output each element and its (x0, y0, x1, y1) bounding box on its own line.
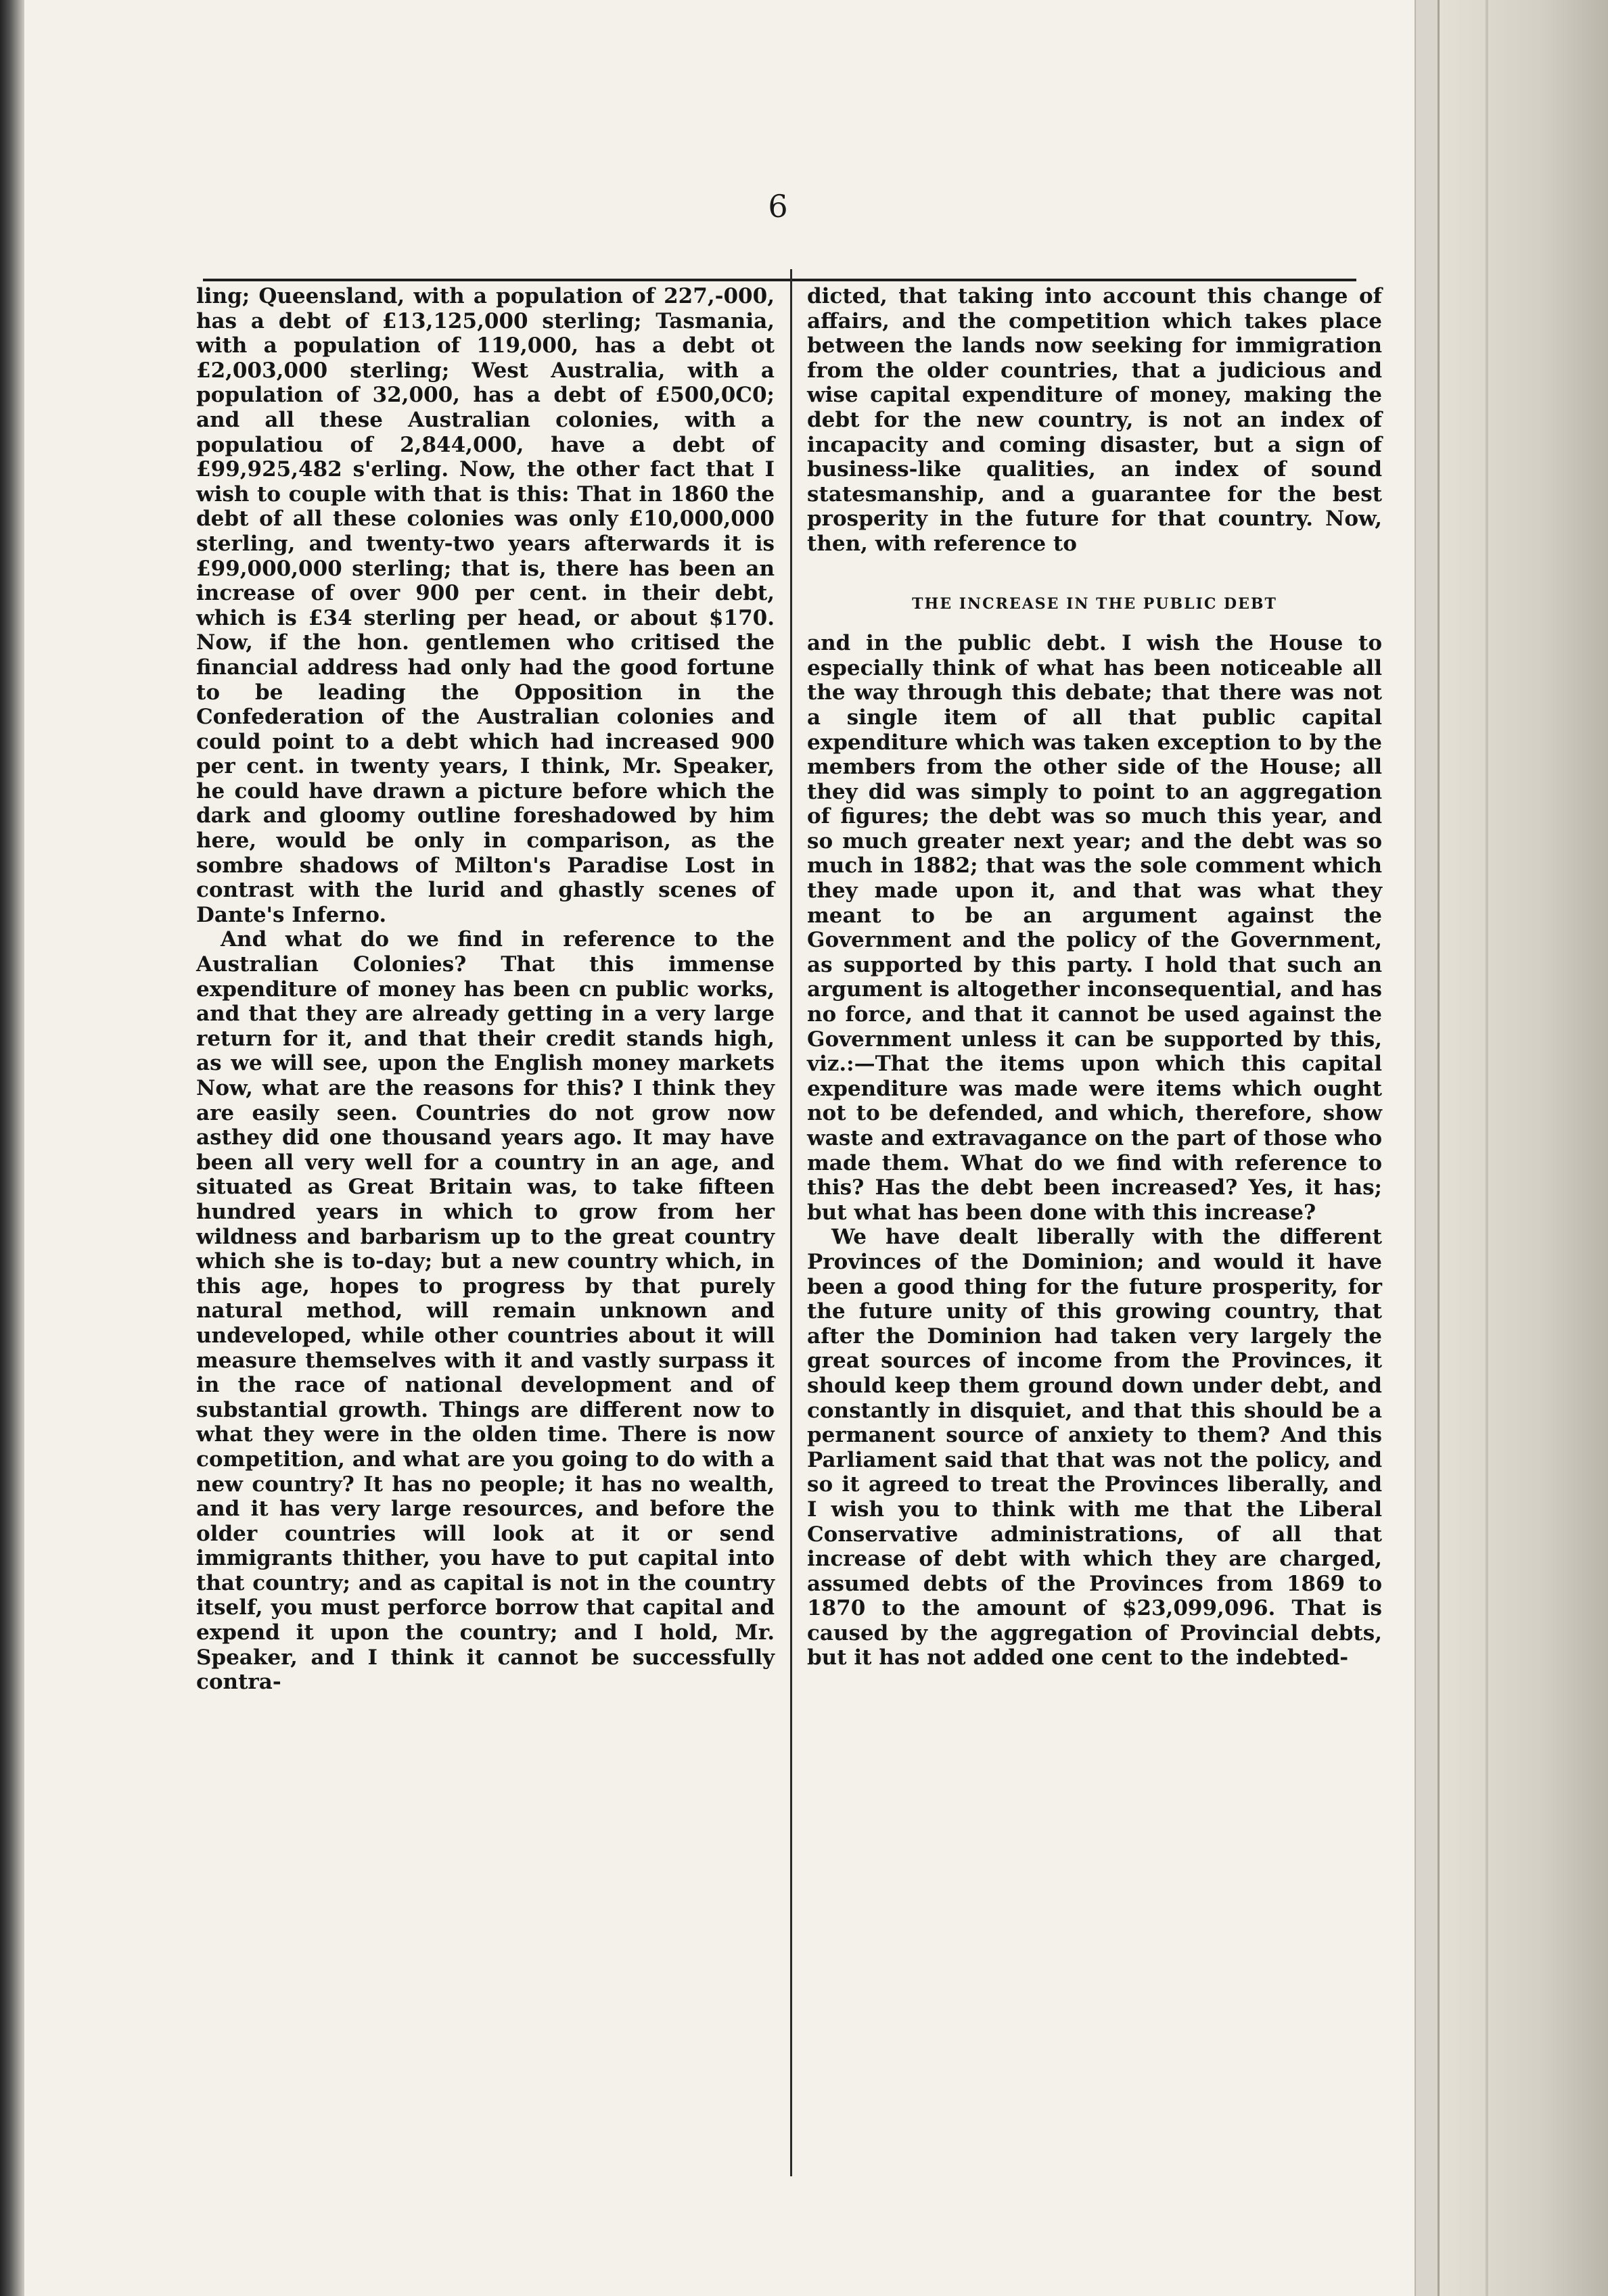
paragraph: We have dealt liberally with the different Provinces of the Dominion; and would it have been a good thing for the future prosperity, for the future unity of this growing country, that after the Dominion had taken very largely the great sources of income from the Provinces, it should keep them ground down under debt, and constantly in disquiet, and that this should be a permanent source of anxiety to them? And this Parliament said that that was not the policy, and so it agreed to treat the Provinces liberally, and I wish you to think with me that the Liberal Conservative administrations, of all that increase of debt with which they are charged, assumed debts of the Provinces from 1869 to 1870 to the amount of $23,099,096. That is caused by the aggregation of Provincial debts, but it has not added one cent to the indebted- (807, 1225, 1382, 1670)
page-edge (1415, 0, 1439, 2296)
page-number: 6 (768, 188, 788, 225)
left-column (196, 284, 775, 1695)
paragraph: dicted, that taking into account this change of affairs, and the competition which takes place between the lands now seeking for immigration from the older countries, that a judicious and wise capital expenditure of money, making the debt for the new country, is not an index of incapacity and coming disaster, but a sign of business-like qualities, an index of sound statesmanship, and a guarantee for the best prosperity in the future for that country. Now, then, with reference to (807, 284, 1382, 556)
paragraph: and in the public debt. I wish the House to especially think of what has been noticeable all the way through this debate; that there was not a single item of all that public capital expenditure which was taken exception to by the members from the other side of the House; all they did was simply to point to an aggregation of figures; the debt was so much this year, and so much greater next year; and the debt was so much in 1882; that was the sole comment which they made upon it, and that was what they meant to be an argument against the Government and the policy of the Government, as supported by this party. I hold that such an argument is altogether inconsequential, and has no force, and that it cannot be used against the Government unless it can be supported by this, viz.:—That the items upon which this capital expenditure was made were items which ought not to be defended, and which, therefore, show waste and extravagance on the part of those who made them. What do we find with reference to this? Has the debt been increased? Yes, it has; but what has been done with this increase? (807, 631, 1382, 1225)
section-heading: THE INCREASE IN THE PUBLIC DEBT (912, 594, 1277, 613)
column-divider (790, 269, 792, 2176)
scan-shadow (0, 0, 24, 2296)
page-stack-line (1486, 0, 1488, 2296)
paragraph: ling; Queensland, with a population of 227,-000, has a debt of £13,125,000 sterling; Tasmania, with a population of 119,000, has a debt ot £2,003,000 sterling; West Australia, with a population of 32,000, has a debt of £500,0C0; and all these Australian colonies, with a populatiou of 2,844,000, have a debt of £99,925,482 s'erling. Now, the other fact that I wish to couple with that is this: That in 1860 the debt of all these colonies was only £10,000,000 sterling, and twenty-two years afterwards it is £99,000,000 sterling; that is, there has been an increase of over 900 per cent. in their debt, which is £34 sterling per head, or about $170. Now, if the hon. gentlemen who critised the financial address had only had the good fortune to be leading the Opposition in the Confederation of the Australian colonies and could point to a debt which had increased 900 per cent. in twenty years, I think, Mr. Speaker, he could have drawn a picture before which the dark and gloomy outline foreshadowed by him here, would be only in comparison, as the sombre shadows of Milton's Paradise Lost in contrast with the lurid and ghastly scenes of Dante's Inferno. (196, 284, 775, 927)
paragraph: And what do we find in reference to the Australian Colonies? That this immense expenditure of money has been cn public works, and that they are already getting in a very large return for it, and that their credit stands high, as we will see, upon the English money markets Now, what are the reasons for this? I think they are easily seen. Countries do not grow now asthey did one thousand years ago. It may have been all very well for a country in an age, and situated as Great Britain was, to take fifteen hundred years in which to grow from her wildness and barbarism up to the great country which she is to-day; but a new country which, in this age, hopes to progress by that purely natural method, will remain unknown and undeveloped, while other countries about it will measure themselves with it and vastly surpass it in the race of national development and of substantial growth. Things are different now to what they were in the olden time. There is now competition, and what are you going to do with a new country? It has no people; it has no wealth, and it has very large resources, and before the older countries will look at it or send immigrants thither, you have to put capital into that country; and as capital is not in the country itself, you must perforce borrow that capital and expend it upon the country; and I hold, Mr. Speaker, and I think it cannot be successfully contra- (196, 927, 775, 1695)
page-stack-edge (1438, 0, 1608, 2296)
right-column (807, 284, 1382, 1670)
header-rule (203, 279, 1356, 281)
